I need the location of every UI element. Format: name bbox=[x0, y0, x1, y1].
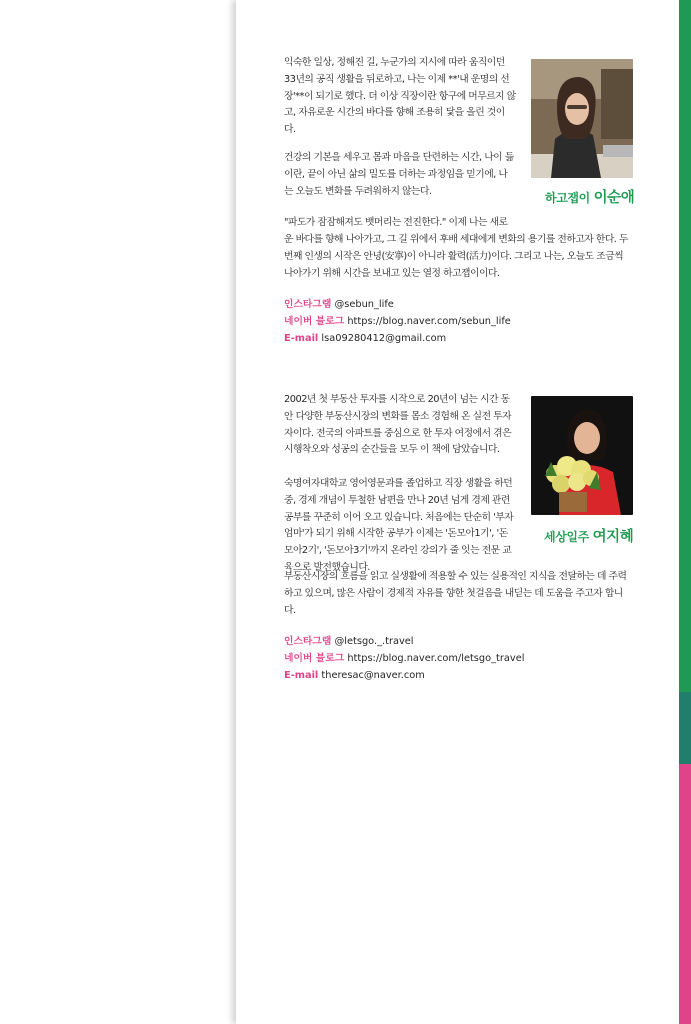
profile1-paragraph3a: "파도가 잠잠해져도 뱃머리는 전진한다." 이제 나는 새로 bbox=[284, 217, 508, 228]
profile1-name bbox=[545, 186, 634, 207]
profile2-paragraph1: 2002년 첫 부동산 투자를 시작으로 20년이 넘는 시간 동안 다양한 부동산시장의 변화를 몸소 경험해 온 실전 투자자이다. 전국의 아파트를 중심으로 한 투자 여정에서 겪은 시행착오와 성공의 순간들을 모두 이 책에 담았습니다. bbox=[284, 394, 512, 456]
left-margin bbox=[0, 0, 236, 1024]
profile2-email-row bbox=[284, 668, 644, 685]
profile1-blog-row bbox=[284, 314, 644, 331]
profile1-paragraph2: 건강의 기본을 세우고 몸과 마음을 단련하는 시간, 나이 듦이란, 끝이 아닌 삶의 밀도를 더하는 과정임을 믿기에, 나는 오늘도 변화를 두려워하지 않는다. bbox=[284, 152, 514, 197]
profile2-blog-label: 네이버 블로그 bbox=[284, 652, 345, 664]
profile2-blog-link[interactable]: https://blog.naver.com/letsgo_travel bbox=[347, 652, 525, 664]
profile1-blog-label: 네이버 블로그 bbox=[284, 315, 345, 327]
profile1-email-link[interactable]: lsa09280412@gmail.com bbox=[321, 332, 447, 344]
profile1-email-row bbox=[284, 331, 644, 348]
profile2-links bbox=[284, 634, 644, 684]
profile1-name-main: 이순애 bbox=[593, 190, 635, 206]
profile1-instagram-label: 인스타그램 bbox=[284, 299, 332, 310]
profile2-name-prefix: 세상일주 bbox=[544, 530, 589, 544]
profile2-photo bbox=[531, 396, 633, 515]
profile2-email-link[interactable]: theresac@naver.com bbox=[321, 669, 425, 681]
profile1-paragraph3b: 운 바다를 향해 나아가고, 그 길 위에서 후배 세대에게 변화의 용기를 전하고자 한다. 두 번째 인생의 시작은 안녕(安寧)이 아니라 활력(活力)이다. 그리고 나는, 오늘도 조금씩 나아가기 위해 시간을 보내고 있는 열정 하고잽이이다. bbox=[284, 234, 628, 279]
profile2-blog-row bbox=[284, 651, 644, 668]
profile2-email-label: E-mail bbox=[284, 669, 319, 681]
profile2-instagram-label: 인스타그램 bbox=[284, 636, 332, 647]
edge-bar-teal bbox=[679, 692, 691, 764]
profile2-name bbox=[544, 525, 633, 546]
profile2-instagram-row bbox=[284, 634, 644, 651]
profile1-photo bbox=[531, 59, 633, 178]
profile1-links bbox=[284, 297, 644, 347]
edge-bar-green bbox=[679, 0, 691, 692]
edge-bar-pink bbox=[679, 764, 691, 1024]
profile1-name-prefix: 하고잽이 bbox=[545, 191, 590, 205]
profile2-name-main: 여지혜 bbox=[592, 529, 634, 545]
profile1-instagram-row bbox=[284, 297, 644, 314]
profile2-paragraph3: 부동산시장의 흐름을 읽고 실생활에 적용할 수 있는 실용적인 지식을 전달하는 데 주력하고 있으며, 많은 사람이 경제적 자유를 향한 첫걸음을 내딛는 데 도움을 주고자 합니다. bbox=[284, 571, 627, 616]
profile1-blog-link[interactable]: https://blog.naver.com/sebun_life bbox=[347, 315, 511, 327]
profile2-instagram-link[interactable]: @letsgo._.travel bbox=[334, 636, 414, 647]
profile1-paragraph1: 익숙한 일상, 정해진 길, 누군가의 지시에 따라 움직이던 33년의 공직 생활을 뒤로하고, 나는 이제 **'내 운명의 선장'**이 되기로 했다. 더 이상 직장이란 항구에 머무르지 않고, 자유로운 시간의 바다를 향해 조용히 닻을 올린 것이다. bbox=[284, 57, 516, 136]
profile1-instagram-link[interactable]: @sebun_life bbox=[334, 299, 394, 310]
profile1-email-label: E-mail bbox=[284, 332, 319, 344]
profile2-paragraph2: 숙명여자대학교 영어영문과를 졸업하고 직장 생활을 하던 중, 경제 개념이 투철한 남편을 만나 20년 넘게 경제 관련 공부를 꾸준히 이어 오고 있습니다. 처음에는 단순히 '부자 엄마'가 되기 위해 시작한 공부가 이제는 '돈모아1기', '돈모아2기', '돈모아3기'까지 온라인 강의가 줄 잇는 전문 교육으로 발전했습니다. bbox=[284, 478, 514, 573]
